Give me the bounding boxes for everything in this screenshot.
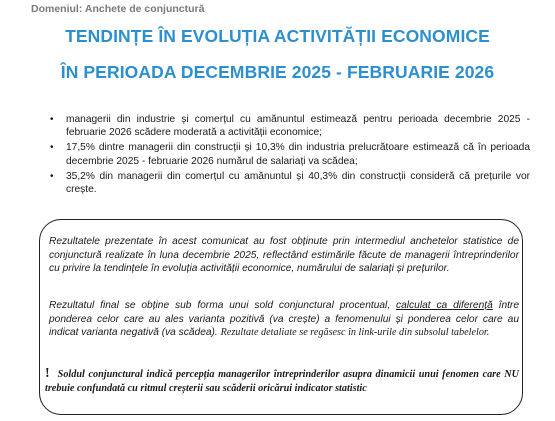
exclamation-icon: ! bbox=[45, 366, 50, 381]
calculation-text-middle: între ponderea celor care au ales varianta pozitivă (va crește) a fenomenului și ponderea celor care au indicat varianta negativă (va scădea). bbox=[49, 300, 519, 339]
domain-label: Domeniul: Anchete de conjunctură bbox=[31, 3, 205, 15]
list-item-text: 35,2% din managerii din comerțul cu amănuntul și 40,3% din construcții consideră că prețurile vor crește. bbox=[66, 170, 530, 196]
bullet-icon: • bbox=[50, 170, 54, 182]
calculation-paragraph bbox=[49, 299, 519, 340]
key-findings-list bbox=[50, 113, 530, 198]
bullet-icon: • bbox=[50, 114, 54, 125]
list-item-text: managerii din industrie și comerțul cu amănuntul estimează pentru perioada decembrie 2025 - februarie 2026 scădere moderată a activității economice; bbox=[66, 114, 530, 139]
details-link-note: Rezultate detaliate se regăsesc în link-urile din subsolul tabelelor. bbox=[220, 327, 490, 339]
page-title-line-2: ÎN PERIOADA DECEMBRIE 2025 - FEBRUARIE 2026 bbox=[60, 62, 495, 82]
list-item bbox=[50, 170, 530, 196]
warning-text: Soldul conjunctural indică percepția managerilor întreprinderilor asupra dinamicii unui fenomen care NU trebuie confundată cu ritmul creșterii sau scăderii oricărui indicator statistic bbox=[45, 369, 519, 394]
bullet-icon: • bbox=[50, 142, 54, 154]
list-item bbox=[50, 113, 530, 139]
page-title-line-1: TENDINȚE ÎN EVOLUȚIA ACTIVITĂȚII ECONOMICE bbox=[65, 26, 490, 46]
warning-note bbox=[45, 367, 519, 395]
methodology-paragraph: Rezultatele prezentate în acest comunicat au fost obținute prin intermediul anchetelor statistice de conjunctură realizate în luna decembrie 2025, reflectând estimările făcute de managerii întreprinderilor cu privire la tendințele în evoluția activității economice, numărului de salariați și prețurilor. bbox=[49, 236, 519, 275]
list-item-text: 17,5% dintre managerii din construcții și 10,3% din industria prelucrătoare estimează că în perioada decembrie 2025 - februarie 2026 numărul de salariați va scădea; bbox=[66, 142, 530, 167]
list-item bbox=[50, 141, 530, 167]
calculation-underlined-text: calculat ca diferență bbox=[396, 300, 493, 311]
calculation-text-start: Rezultatul final se obține sub forma unui sold conjunctural procentual, bbox=[49, 300, 397, 311]
